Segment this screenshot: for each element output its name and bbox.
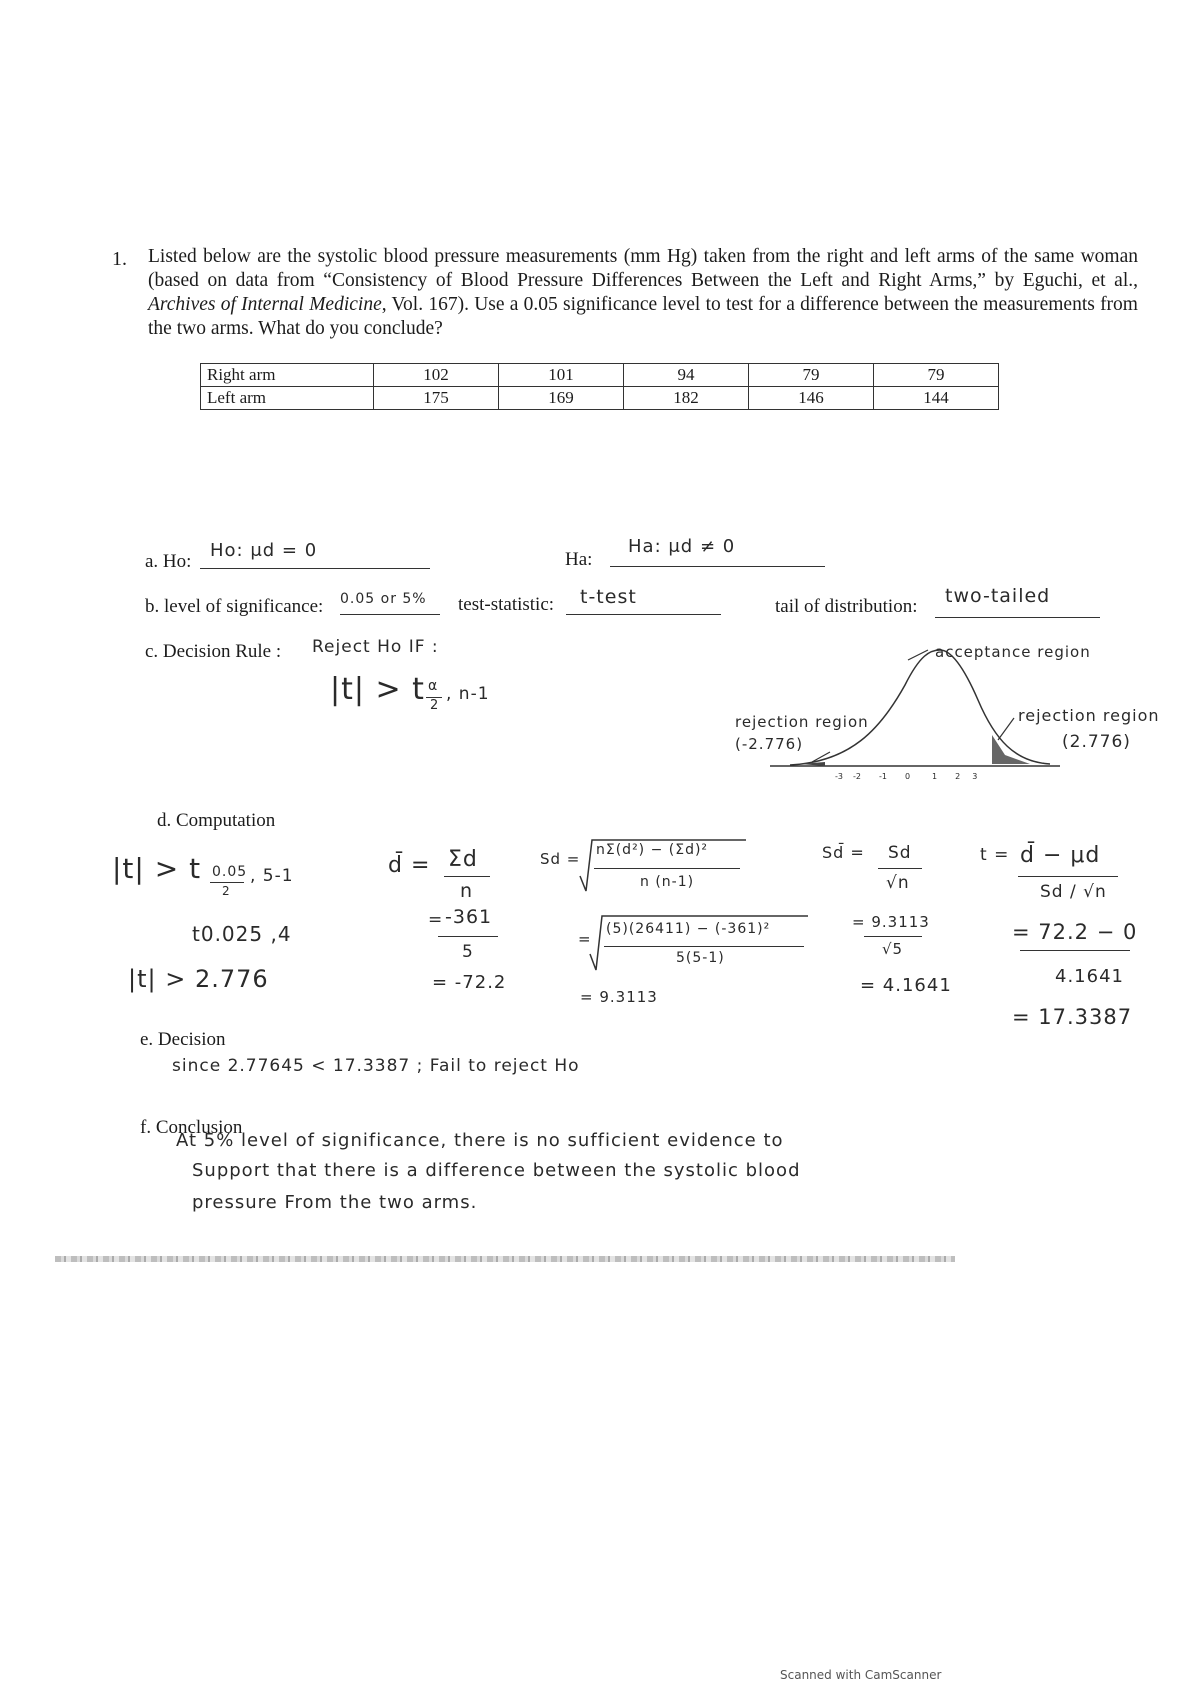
dbar-step2-equals: =: [428, 910, 444, 930]
right-rejection-value: (2.776): [1062, 732, 1131, 752]
question-number: 1.: [112, 248, 127, 270]
tail-answer: two-tailed: [945, 585, 1051, 607]
dbar-step2-denominator: 5: [462, 942, 474, 962]
sd-step2-fraction-bar: [604, 946, 804, 947]
dbar-numerator: Σd: [448, 847, 478, 872]
table-cell: 175: [374, 387, 499, 410]
ha-answer: Ha: μd ≠ 0: [628, 536, 736, 557]
sdbar-step2-numerator: = 9.3113: [852, 913, 930, 931]
t-fraction-bar: [1018, 876, 1118, 877]
right-rejection-pointer: [998, 718, 1014, 740]
part-c-label: c. Decision Rule :: [145, 641, 282, 662]
table-cell: 146: [749, 387, 874, 410]
decision-rule-df: , n-1: [446, 684, 490, 704]
sd-step2-equals: =: [578, 930, 592, 948]
scanner-watermark: Scanned with CamScanner: [780, 1668, 942, 1682]
sd-numerator: nΣ(d²) − (Σd)²: [596, 842, 709, 858]
dbar-denominator: n: [460, 880, 474, 902]
crit-sub-top: 0.05: [212, 864, 248, 880]
conclusion-line3: pressure From the two arms.: [192, 1192, 478, 1213]
dbar-step2-numerator: -361: [445, 906, 493, 928]
axis-tick: -3: [835, 772, 843, 781]
table-cell: 101: [499, 364, 624, 387]
sdbar-denominator: √n: [886, 873, 910, 893]
sdbar-numerator: Sd: [888, 843, 912, 863]
axis-tick: -1: [878, 772, 887, 781]
t-numerator: d̄ − μd: [1020, 843, 1101, 868]
conclusion-line2: Support that there is a difference between the systolic blood: [192, 1160, 801, 1181]
test-stat-answer: t-test: [580, 586, 637, 608]
decision-rule-two: 2: [430, 698, 440, 713]
ha-label: Ha:: [565, 549, 593, 570]
significance-answer: 0.05 or 5%: [340, 591, 427, 607]
left-rejection-label: rejection region: [735, 713, 869, 731]
sdbar-lhs: Sd̄ =: [822, 843, 865, 862]
conclusion-line1: At 5% level of significance, there is no sufficient evidence to: [176, 1130, 784, 1151]
part-d-label: d. Computation: [157, 810, 276, 831]
journal-name: Archives of Internal Medicine: [148, 294, 382, 315]
blood-pressure-table: [200, 363, 999, 410]
row-label: Right arm: [201, 364, 374, 387]
dbar-step2-fraction-bar: [438, 936, 498, 937]
t-step2-numerator: = 72.2 − 0: [1012, 920, 1138, 944]
crit-line2: t0.025 ,4: [192, 922, 292, 946]
crit-line3: |t| > 2.776: [128, 965, 269, 993]
question-text-part1: Listed below are the systolic blood pressure measurements (mm Hg) taken from the right and left arms of the same woman (based on data from “Consistency of Blood Pressure Differences Between the Left and Right Arms,” by Eguchi, et al.,: [148, 246, 1138, 291]
table-cell: 102: [374, 364, 499, 387]
sdbar-result: = 4.1641: [860, 975, 952, 996]
table-cell: 79: [874, 364, 999, 387]
row-label: Left arm: [201, 387, 374, 410]
t-denominator: Sd / √n: [1040, 882, 1107, 902]
dbar-result: = -72.2: [432, 972, 507, 993]
sdbar-step2-fraction-bar: [864, 936, 922, 937]
t-step2-fraction-bar: [1020, 950, 1130, 951]
decision-rule-alpha: α: [428, 678, 439, 694]
t-lhs: t =: [980, 845, 1010, 865]
part-a-label: a. Ho:: [145, 551, 192, 572]
sd-step2-numerator: (5)(26411) − (-361)²: [606, 921, 771, 937]
dbar-fraction-bar: [444, 876, 490, 877]
crit-sub-bottom: 2: [222, 884, 231, 898]
table-cell: 144: [874, 387, 999, 410]
crit-fraction-bar: [210, 882, 244, 883]
sdbar-fraction-bar: [878, 868, 922, 869]
axis-tick: 2: [955, 772, 961, 781]
part-f-label: f. Conclusion: [140, 1117, 243, 1138]
axis-tick: 0: [904, 772, 911, 781]
ho-answer: Ho: μd = 0: [210, 540, 318, 561]
crit-line1: |t| > t: [112, 852, 202, 885]
axis-tick: 1: [932, 772, 938, 781]
table-cell: 94: [624, 364, 749, 387]
tail-label: tail of distribution:: [775, 596, 918, 617]
part-b-label: b. level of significance:: [145, 596, 324, 617]
decision-text: since 2.77645 < 17.3387 ; Fail to reject Ho: [172, 1056, 580, 1076]
table-cell: 182: [624, 387, 749, 410]
decision-rule-formula: |t| > t: [330, 672, 425, 707]
table-row: [201, 387, 999, 410]
sd-denominator: n (n-1): [640, 874, 695, 890]
axis-tick-labels: [835, 772, 977, 781]
question-text-part2: , Vol. 167). Use a 0.05 significance level to test for a difference between the measurements from the two arms. What do you conclude?: [148, 294, 1138, 339]
sd-result: = 9.3113: [580, 988, 658, 1006]
decision-rule-text: Reject Ho IF :: [312, 637, 439, 657]
t-step2-denominator: 4.1641: [1055, 966, 1124, 987]
test-stat-label: test-statistic:: [458, 594, 555, 615]
sdbar-step2-denominator: √5: [882, 940, 904, 958]
dbar-lhs: d̄ =: [388, 853, 431, 878]
scan-torn-edge: [55, 1256, 955, 1262]
left-rejection-value: (-2.776): [735, 735, 804, 753]
t-result: = 17.3387: [1012, 1005, 1133, 1029]
sd-fraction-bar: [594, 868, 740, 869]
table-row: [201, 364, 999, 387]
sd-step2-denominator: 5(5-1): [676, 950, 725, 966]
axis-tick: 3: [972, 772, 978, 781]
table-cell: 79: [749, 364, 874, 387]
part-e-label: e. Decision: [140, 1029, 226, 1050]
axis-tick: -2: [852, 772, 861, 781]
bell-curve: [790, 650, 1050, 765]
table-cell: 169: [499, 387, 624, 410]
sd-lhs: Sd =: [540, 850, 581, 868]
acceptance-region-label: acceptance region: [935, 643, 1091, 661]
right-rejection-label: rejection region: [1018, 706, 1160, 725]
crit-sub-df: , 5-1: [250, 866, 294, 886]
question-text: [148, 245, 1138, 341]
